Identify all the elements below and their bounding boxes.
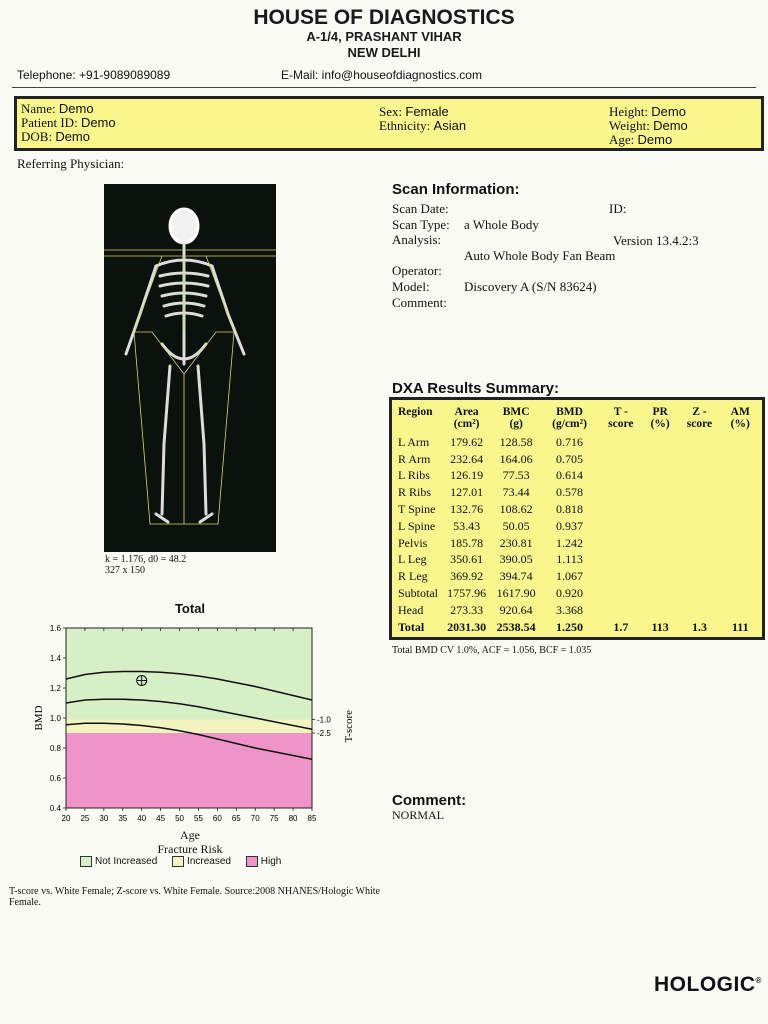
dxa-value-cell: 113 bbox=[651, 619, 669, 634]
model-value: Discovery A (S/N 83624) bbox=[464, 279, 597, 294]
y-tick-label: 0.6 bbox=[49, 774, 61, 783]
dxa-value-cell: 0.578 bbox=[556, 485, 584, 500]
dxa-region-cell: L Ribs bbox=[398, 468, 430, 483]
patient-name: Name: Demo bbox=[21, 101, 94, 116]
operator-label: Operator: bbox=[392, 263, 442, 278]
dxa-col-header: T - score bbox=[608, 406, 634, 430]
dxa-value-cell: 273.33 bbox=[450, 602, 484, 617]
analysis-label: Analysis: bbox=[392, 232, 442, 247]
dxa-value-cell: 3.368 bbox=[556, 602, 584, 617]
dxa-value-cell: 1.242 bbox=[556, 535, 584, 550]
x-tick-label: 55 bbox=[194, 814, 203, 823]
legend-swatch-increased bbox=[172, 856, 184, 867]
dxa-value-cell bbox=[642, 518, 679, 535]
dxa-value-cell bbox=[600, 602, 642, 619]
dxa-value-cell bbox=[642, 501, 679, 518]
x-tick-label: 50 bbox=[175, 814, 184, 823]
patient-dob: DOB: Demo bbox=[21, 129, 90, 144]
dxa-value-cell bbox=[721, 585, 761, 602]
dxa-value-cell: 73.44 bbox=[502, 485, 530, 500]
dxa-value-cell bbox=[600, 552, 642, 569]
dxa-value-cell: 126.19 bbox=[450, 468, 484, 483]
dxa-value-cell bbox=[721, 568, 761, 585]
legend-swatch-not-increased bbox=[80, 856, 92, 867]
dxa-value-cell: 1.250 bbox=[556, 619, 584, 634]
dxa-region-cell: R Ribs bbox=[398, 485, 432, 500]
dxa-value-cell: 0.818 bbox=[556, 502, 584, 517]
dxa-value-cell: 185.78 bbox=[450, 535, 484, 550]
dxa-col-header: Z - score bbox=[686, 406, 713, 430]
dxa-value-cell bbox=[642, 434, 679, 451]
dxa-footnote: Total BMD CV 1.0%, ACF = 1.056, BCF = 1.035 bbox=[392, 645, 592, 656]
dxa-value-cell bbox=[678, 468, 720, 485]
dxa-value-cell: 0.614 bbox=[556, 468, 584, 483]
dxa-value-cell bbox=[600, 468, 642, 485]
dxa-value-cell: 1.067 bbox=[556, 569, 584, 584]
dxa-value-cell: 1.113 bbox=[556, 552, 583, 567]
dxa-row bbox=[396, 619, 760, 636]
y-tick-label: 1.2 bbox=[49, 684, 61, 693]
dxa-value-cell: 0.937 bbox=[556, 518, 584, 533]
dxa-value-cell: 0.716 bbox=[556, 434, 584, 449]
dxa-value-cell bbox=[600, 484, 642, 501]
dxa-value-cell: 179.62 bbox=[450, 434, 484, 449]
dxa-region-cell: L Arm bbox=[398, 434, 430, 449]
y-tick-label: 0.4 bbox=[49, 804, 61, 813]
dxa-row bbox=[396, 552, 760, 569]
legend-not-increased: Not Increased bbox=[80, 856, 157, 867]
dxa-row bbox=[396, 518, 760, 535]
patient-height: Height: Demo bbox=[609, 104, 686, 119]
dxa-value-cell: 132.76 bbox=[450, 502, 484, 517]
legend-swatch-high bbox=[246, 856, 258, 867]
dxa-value-cell bbox=[678, 434, 720, 451]
dxa-col-header: Region bbox=[398, 406, 433, 418]
dxa-value-cell bbox=[678, 484, 720, 501]
chart-legend bbox=[80, 856, 281, 867]
dxa-col-header: Area (cm²) bbox=[453, 406, 480, 430]
dxa-row bbox=[396, 434, 760, 451]
y-tick-label: 1.0 bbox=[49, 714, 61, 723]
comment-text: NORMAL bbox=[392, 808, 445, 822]
dxa-value-cell: 350.61 bbox=[450, 552, 484, 567]
dxa-value-cell: 127.01 bbox=[450, 485, 484, 500]
dxa-value-cell: 111 bbox=[731, 619, 749, 634]
scan-info-heading: Scan Information: bbox=[392, 181, 520, 198]
dxa-value-cell bbox=[721, 434, 761, 451]
dxa-value-cell bbox=[721, 501, 761, 518]
dxa-value-cell: 920.64 bbox=[499, 602, 533, 617]
dxa-value-cell bbox=[721, 451, 761, 468]
x-tick-label: 65 bbox=[231, 814, 241, 823]
dxa-value-cell: 1617.90 bbox=[496, 586, 536, 601]
dxa-value-cell: 2031.30 bbox=[447, 619, 487, 634]
dxa-value-cell: 369.92 bbox=[450, 569, 484, 584]
dxa-col-header: BMC (g) bbox=[502, 406, 530, 430]
dxa-heading: DXA Results Summary: bbox=[392, 380, 559, 397]
dxa-value-cell: 1.3 bbox=[691, 619, 707, 634]
dxa-region-cell: Pelvis bbox=[398, 535, 428, 550]
dxa-value-cell: 50.05 bbox=[502, 518, 530, 533]
dxa-row bbox=[396, 484, 760, 501]
y-axis-label: BMD bbox=[33, 705, 45, 731]
dxa-row bbox=[396, 602, 760, 619]
x-tick-label: 85 bbox=[307, 814, 317, 823]
patient-ethnicity: Ethnicity: Asian bbox=[379, 118, 467, 133]
dxa-value-cell: 232.64 bbox=[450, 451, 484, 466]
dxa-value-cell bbox=[642, 568, 679, 585]
dxa-region-cell: Head bbox=[398, 602, 424, 617]
dxa-col-header: BMD (g/cm²) bbox=[552, 406, 587, 430]
y2-tick-label: -2.5 bbox=[317, 729, 331, 738]
dxa-results-table bbox=[396, 406, 760, 636]
referring-physician-label: Referring Physician: bbox=[17, 156, 125, 171]
scan-caption-calibration: k = 1.176, d0 = 48.2 bbox=[105, 554, 187, 565]
reference-note: T-score vs. White Female; Z-score vs. White Female. Source:2008 NHANES/Hologic White Female. bbox=[9, 886, 380, 908]
dxa-value-cell bbox=[678, 535, 720, 552]
patient-weight: Weight: Demo bbox=[609, 118, 688, 133]
scan-id-label: ID: bbox=[609, 201, 627, 216]
scan-type-label: Scan Type: bbox=[392, 217, 450, 232]
dxa-value-cell: 394.74 bbox=[499, 569, 533, 584]
email: E-Mail: info@houseofdiagnostics.com bbox=[281, 68, 482, 82]
dxa-value-cell: 0.920 bbox=[556, 586, 584, 601]
dxa-col-header: PR (%) bbox=[650, 406, 670, 430]
y-tick-label: 1.6 bbox=[49, 624, 61, 633]
dxa-value-cell bbox=[642, 468, 679, 485]
dxa-value-cell: 108.62 bbox=[499, 502, 533, 517]
legend-increased: Increased bbox=[172, 856, 231, 867]
scan-type-value: a Whole Body bbox=[464, 217, 539, 232]
scan-caption-dimensions: 327 x 150 bbox=[105, 565, 145, 576]
dxa-row bbox=[396, 568, 760, 585]
dxa-value-cell bbox=[721, 468, 761, 485]
dxa-results-box bbox=[389, 397, 765, 640]
dxa-value-cell bbox=[642, 451, 679, 468]
dxa-value-cell bbox=[600, 568, 642, 585]
comment-heading: Comment: bbox=[392, 792, 467, 809]
dxa-region-cell: L Leg bbox=[398, 552, 427, 567]
fracture-risk-label: Fracture Risk bbox=[157, 842, 223, 856]
dxa-value-cell: 230.81 bbox=[499, 535, 533, 550]
dxa-row bbox=[396, 585, 760, 602]
analysis-version: Version 13.4.2:3 bbox=[613, 233, 699, 248]
x-tick-label: 30 bbox=[99, 814, 109, 823]
dxa-row bbox=[396, 535, 760, 552]
dxa-region-cell: L Spine bbox=[398, 518, 436, 533]
dxa-value-cell bbox=[678, 585, 720, 602]
skeleton-scan-graphic bbox=[104, 184, 276, 552]
dxa-value-cell bbox=[642, 552, 679, 569]
dxa-value-cell: 128.58 bbox=[499, 434, 533, 449]
clinic-name: HOUSE OF DIAGNOSTICS bbox=[253, 6, 515, 29]
patient-age: Age: Demo bbox=[609, 132, 673, 147]
dxa-region-cell: Total bbox=[398, 619, 425, 634]
dxa-region-cell: R Arm bbox=[398, 451, 431, 466]
analysis-detail: Auto Whole Body Fan Beam bbox=[464, 248, 616, 263]
dxa-value-cell: 390.05 bbox=[499, 552, 533, 567]
dxa-value-cell: 1757.96 bbox=[447, 586, 487, 601]
telephone: Telephone: +91-9089089089 bbox=[17, 68, 171, 82]
x-tick-label: 35 bbox=[118, 814, 128, 823]
dxa-value-cell bbox=[678, 518, 720, 535]
dxa-value-cell bbox=[642, 585, 679, 602]
dxa-value-cell bbox=[678, 451, 720, 468]
dxa-row bbox=[396, 468, 760, 485]
header-divider bbox=[12, 87, 756, 88]
dxa-value-cell bbox=[721, 535, 761, 552]
dxa-scan-image bbox=[104, 184, 276, 552]
dxa-value-cell bbox=[600, 535, 642, 552]
clinic-address-line1: A-1/4, PRASHANT VIHAR bbox=[306, 29, 462, 44]
dxa-value-cell: 0.705 bbox=[556, 451, 584, 466]
y2-tick-label: -1.0 bbox=[317, 715, 331, 725]
y-tick-label: 0.8 bbox=[49, 744, 61, 753]
dxa-row bbox=[396, 451, 760, 468]
dxa-value-cell bbox=[721, 518, 761, 535]
dxa-value-cell bbox=[721, 484, 761, 501]
dxa-value-cell bbox=[642, 602, 679, 619]
y2-axis-label: T-score bbox=[343, 709, 355, 743]
x-tick-label: 20 bbox=[61, 814, 71, 823]
dxa-value-cell bbox=[678, 501, 720, 518]
dxa-value-cell bbox=[642, 535, 679, 552]
x-tick-label: 75 bbox=[269, 814, 279, 823]
dxa-col-header: AM (%) bbox=[730, 406, 750, 430]
dxa-value-cell: 77.53 bbox=[502, 468, 530, 483]
dxa-value-cell bbox=[600, 451, 642, 468]
patient-id: Patient ID: Demo bbox=[21, 115, 116, 130]
dxa-region-cell: R Leg bbox=[398, 569, 428, 584]
dxa-value-cell bbox=[600, 501, 642, 518]
hologic-logo: HOLOGIC® bbox=[654, 973, 762, 996]
x-tick-label: 40 bbox=[137, 814, 147, 823]
x-tick-label: 60 bbox=[212, 814, 222, 823]
patient-info-box bbox=[14, 96, 764, 151]
dxa-region-cell: Subtotal bbox=[398, 586, 439, 601]
chart-title: Total bbox=[174, 601, 206, 616]
dxa-value-cell bbox=[600, 585, 642, 602]
x-tick-label: 45 bbox=[156, 814, 166, 823]
scan-comment-label: Comment: bbox=[392, 295, 447, 310]
dxa-value-cell bbox=[600, 518, 642, 535]
model-label: Model: bbox=[392, 279, 430, 294]
dxa-value-cell: 164.06 bbox=[499, 451, 533, 466]
dxa-value-cell: 2538.54 bbox=[496, 619, 536, 634]
dxa-value-cell: 1.7 bbox=[613, 619, 629, 634]
dxa-region-cell: T Spine bbox=[398, 502, 436, 517]
y-tick-label: 1.4 bbox=[49, 654, 61, 663]
dxa-value-cell bbox=[642, 484, 679, 501]
dxa-value-cell bbox=[721, 602, 761, 619]
dxa-row bbox=[396, 501, 760, 518]
chart-xlabel: Age bbox=[180, 828, 200, 842]
legend-high: High bbox=[246, 856, 282, 867]
dxa-value-cell bbox=[600, 434, 642, 451]
clinic-address-line2: NEW DELHI bbox=[347, 45, 421, 60]
x-tick-label: 80 bbox=[288, 814, 298, 823]
dxa-value-cell bbox=[678, 552, 720, 569]
dxa-value-cell: 53.43 bbox=[453, 518, 481, 533]
x-tick-label: 25 bbox=[80, 814, 90, 823]
dxa-value-cell bbox=[721, 552, 761, 569]
x-tick-label: 70 bbox=[250, 814, 260, 823]
dxa-value-cell bbox=[678, 602, 720, 619]
risk-band bbox=[66, 733, 312, 808]
patient-sex: Sex: Female bbox=[379, 104, 449, 119]
dxa-value-cell bbox=[678, 568, 720, 585]
scan-date-label: Scan Date: bbox=[392, 201, 449, 216]
